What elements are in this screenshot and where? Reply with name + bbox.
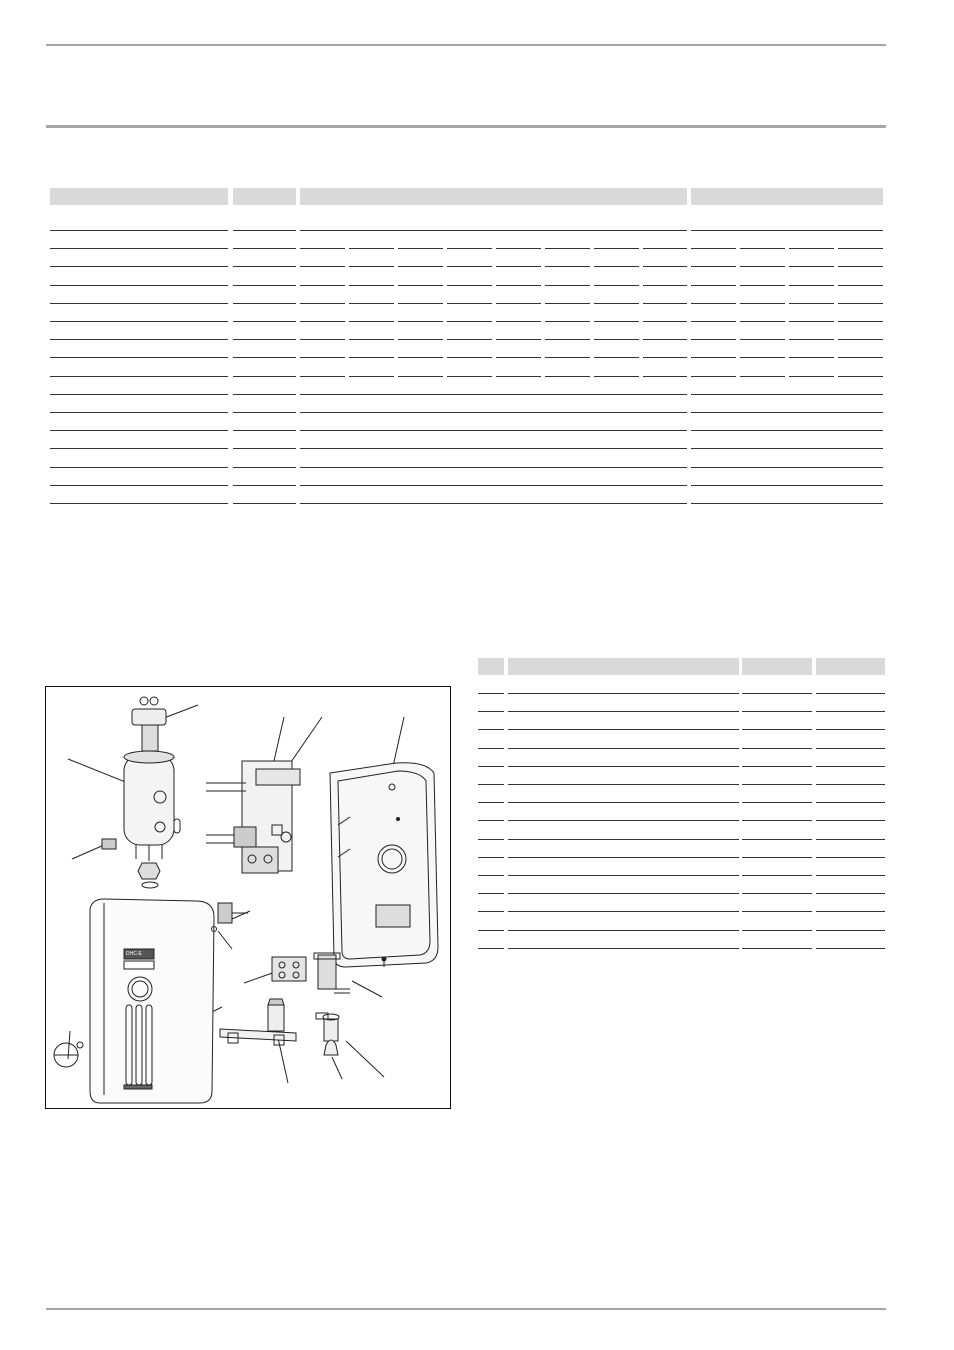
parts-row-line	[816, 930, 885, 931]
parts-row-line	[508, 711, 739, 712]
parts-row-line	[816, 802, 885, 803]
parts-row-line	[508, 875, 739, 876]
parts-row-line	[742, 748, 812, 749]
parts-row-line	[816, 857, 885, 858]
parts-row-line	[508, 820, 739, 821]
page-footer-rule	[46, 1308, 886, 1310]
parts-row-line	[508, 911, 739, 912]
parts-header-cell	[742, 658, 812, 675]
parts-row-line	[816, 893, 885, 894]
parts-row-line	[478, 857, 504, 858]
parts-row-line	[742, 839, 812, 840]
parts-row-line	[742, 820, 812, 821]
parts-row-line	[742, 893, 812, 894]
parts-row-line	[508, 893, 739, 894]
parts-row-line	[478, 748, 504, 749]
parts-row-line	[742, 948, 812, 949]
parts-row-line	[478, 893, 504, 894]
parts-row-line	[816, 766, 885, 767]
parts-row-line	[742, 766, 812, 767]
parts-row-line	[508, 784, 739, 785]
parts-row-line	[742, 711, 812, 712]
parts-row-line	[816, 839, 885, 840]
parts-row-line	[742, 693, 812, 694]
parts-row-line	[508, 930, 739, 931]
parts-row-line	[742, 930, 812, 931]
parts-row-line	[508, 839, 739, 840]
parts-header-cell	[478, 658, 504, 675]
parts-row-line	[478, 693, 504, 694]
parts-row-line	[478, 784, 504, 785]
parts-row-line	[478, 802, 504, 803]
parts-row-line	[508, 857, 739, 858]
parts-row-line	[816, 693, 885, 694]
parts-header-cell	[508, 658, 739, 675]
parts-row-line	[478, 911, 504, 912]
parts-row-line	[816, 784, 885, 785]
parts-row-line	[816, 911, 885, 912]
parts-row-line	[816, 711, 885, 712]
exploded-view-diagram	[45, 686, 451, 1109]
product-badge: DHC-E	[126, 951, 142, 957]
parts-row-line	[508, 766, 739, 767]
parts-row-line	[816, 729, 885, 730]
parts-row-line	[742, 784, 812, 785]
parts-row-line	[508, 729, 739, 730]
parts-row-line	[478, 766, 504, 767]
parts-row-line	[816, 748, 885, 749]
parts-row-line	[478, 729, 504, 730]
parts-row-line	[478, 948, 504, 949]
parts-row-line	[816, 875, 885, 876]
parts-row-line	[478, 839, 504, 840]
parts-row-line	[742, 857, 812, 858]
parts-row-line	[816, 820, 885, 821]
parts-row-line	[508, 948, 739, 949]
parts-row-line	[478, 930, 504, 931]
parts-row-line	[742, 875, 812, 876]
parts-header-cell	[816, 658, 885, 675]
parts-row-line	[816, 948, 885, 949]
parts-row-line	[742, 729, 812, 730]
parts-row-line	[478, 875, 504, 876]
parts-row-line	[478, 820, 504, 821]
exploded-view-drawing	[46, 687, 452, 1110]
parts-row-line	[508, 693, 739, 694]
parts-row-line	[742, 911, 812, 912]
parts-row-line	[742, 802, 812, 803]
parts-row-line	[508, 748, 739, 749]
parts-row-line	[478, 711, 504, 712]
parts-row-line	[508, 802, 739, 803]
